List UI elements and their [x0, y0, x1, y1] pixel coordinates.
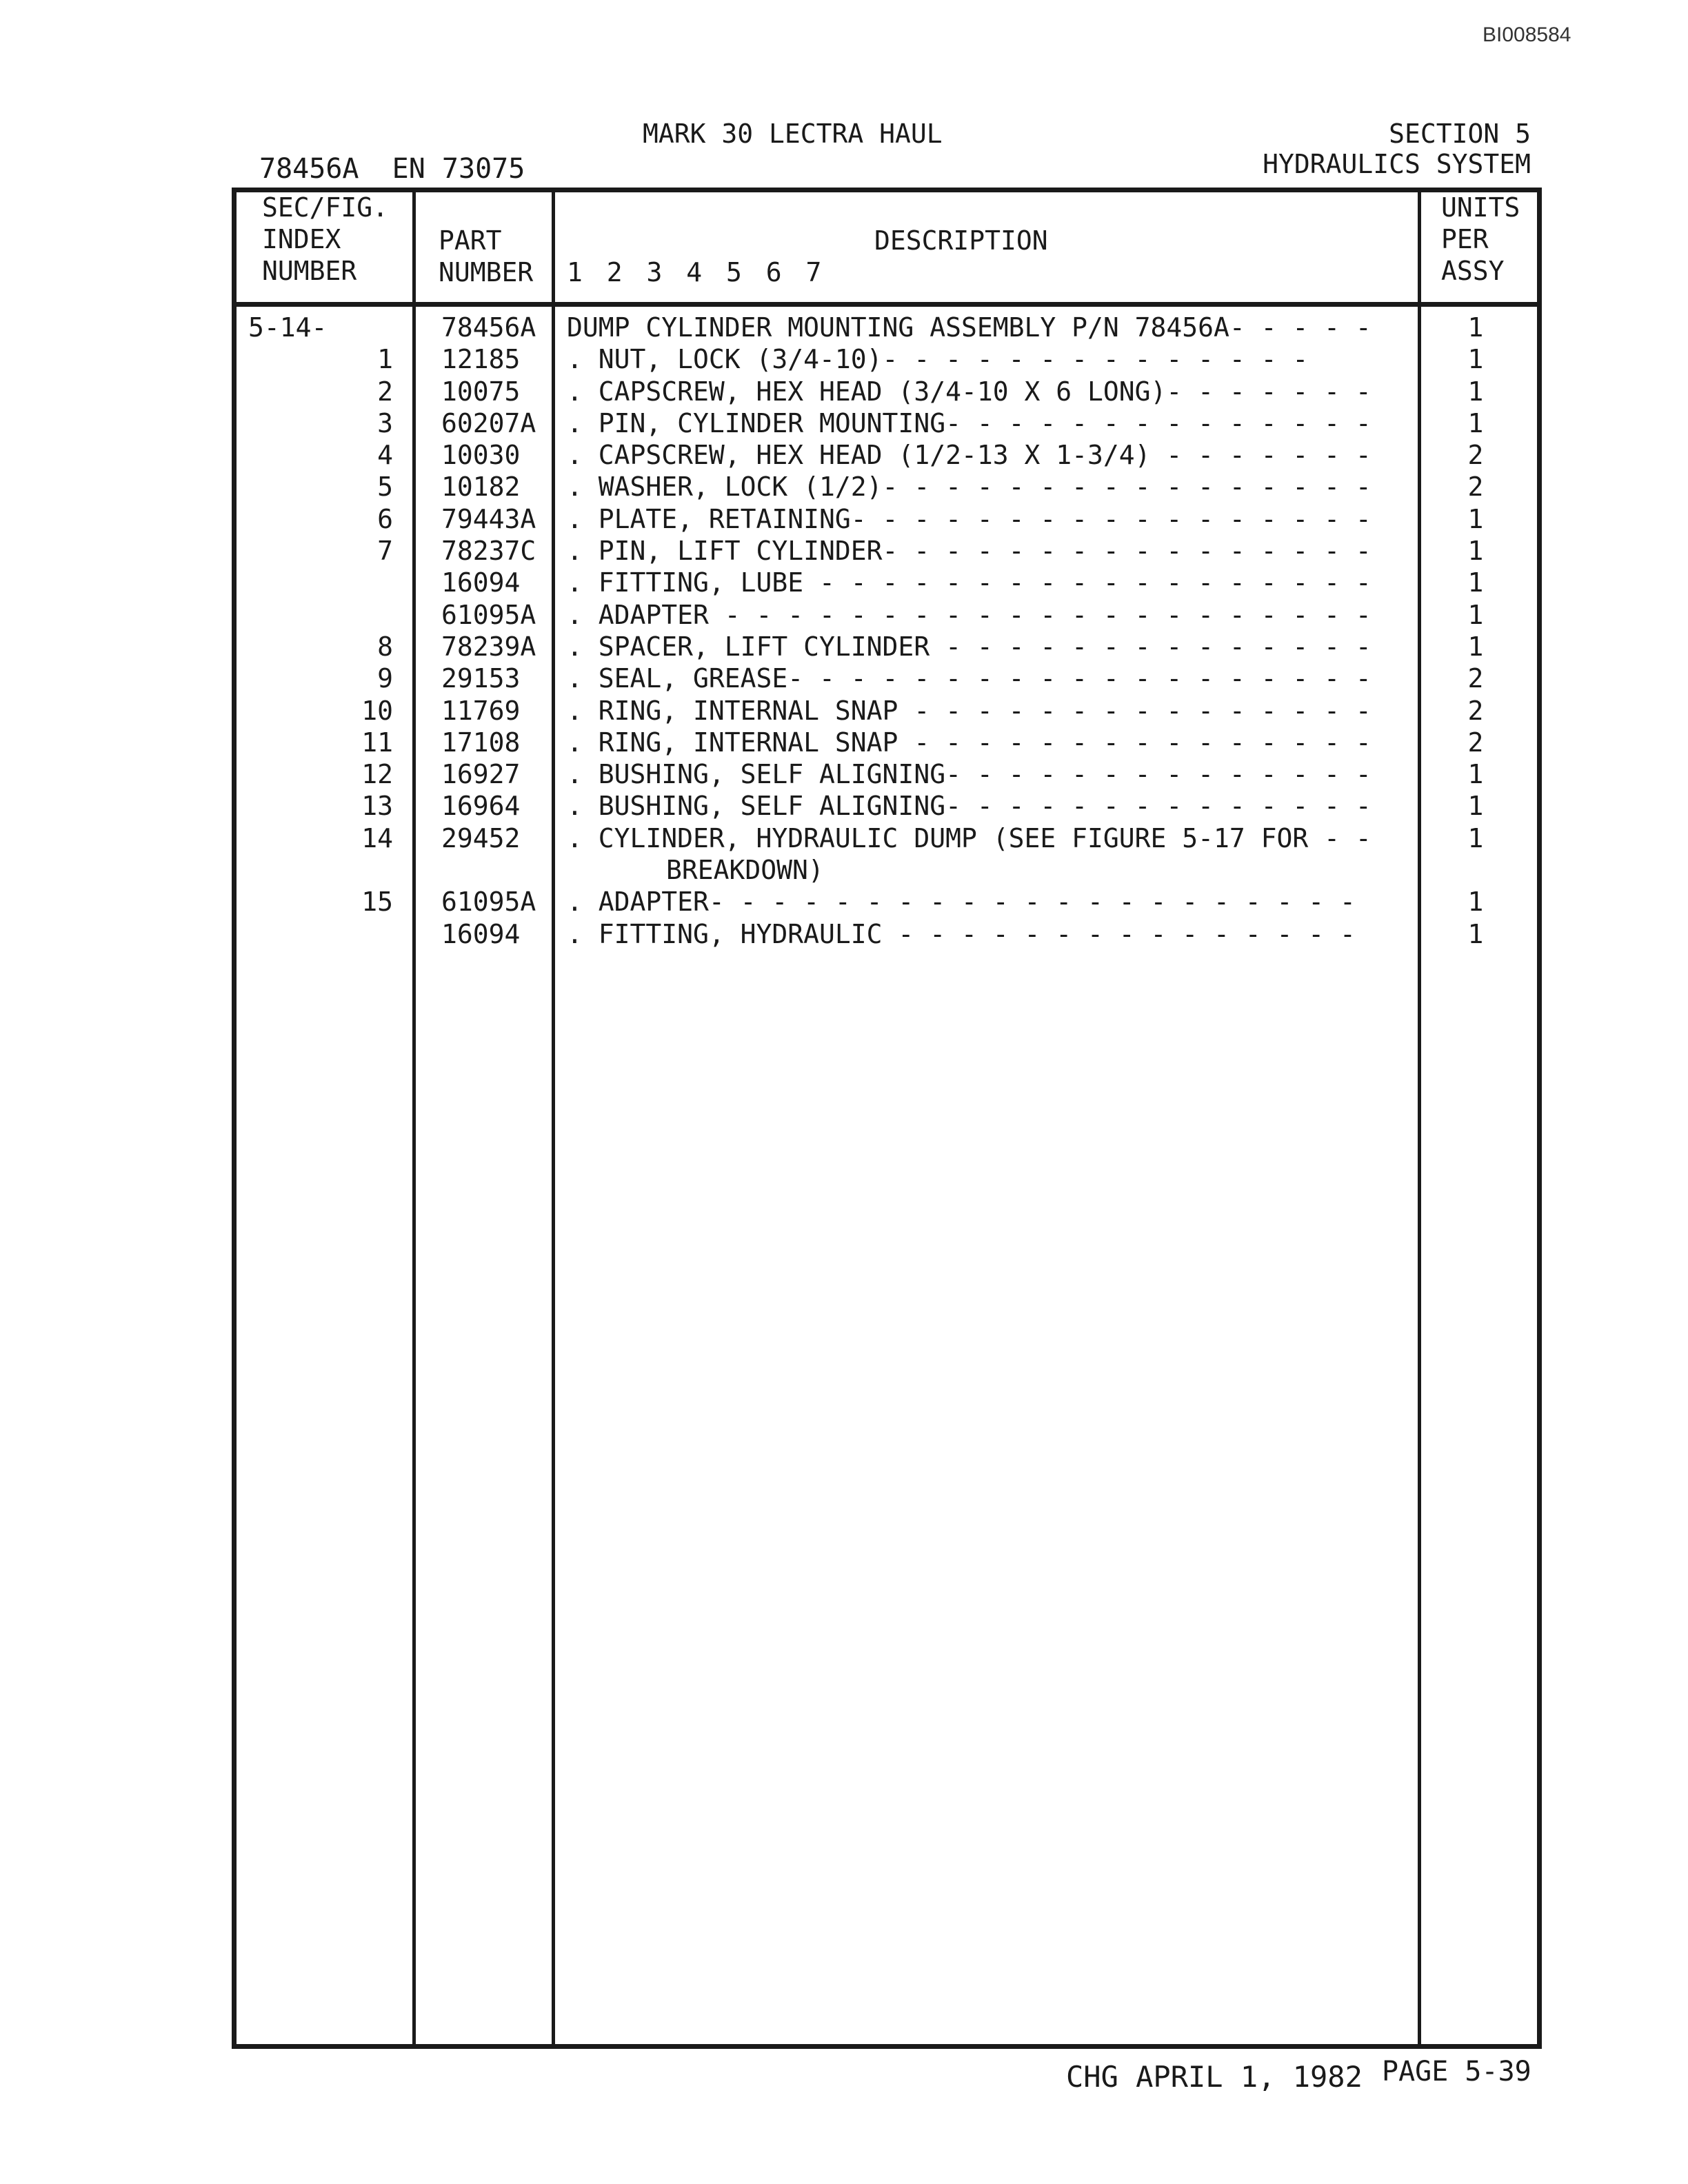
part-number: 12185 [441, 344, 521, 375]
description: . SEAL, GREASE- - - - - - - - - - - - - - - - - - - [567, 663, 1372, 694]
part-number: 79443A [441, 503, 536, 534]
units-per-assy: 1 [1467, 312, 1484, 343]
table-row [0, 695, 1688, 727]
change-date: CHG APRIL 1, 1982 [1066, 2060, 1363, 2094]
description: . BUSHING, SELF ALIGNING- - - - - - - - - - - - - - [567, 759, 1372, 790]
table-row [0, 886, 1688, 918]
index-number: 9 [377, 663, 393, 694]
part-number: 78237C [441, 536, 536, 567]
table-row [0, 790, 1688, 822]
index-number: 11 [361, 727, 393, 758]
part-number: 29452 [441, 822, 521, 853]
table-row [0, 407, 1688, 439]
units-per-assy: 1 [1467, 407, 1484, 438]
parts-table-body [0, 312, 1688, 950]
part-number: 16094 [441, 918, 521, 949]
units-per-assy: 1 [1467, 791, 1484, 822]
description: . RING, INTERNAL SNAP - - - - - - - - - - - - - - - [567, 727, 1372, 758]
description: . FITTING, LUBE - - - - - - - - - - - - - - - - - - [567, 567, 1372, 598]
index-number: 5-14- [248, 312, 328, 343]
description: DUMP CYLINDER MOUNTING ASSEMBLY P/N 78456A- - - - - [567, 312, 1372, 343]
column-header-levels: 1 2 3 4 5 6 7 [567, 257, 826, 287]
index-number: 2 [377, 376, 393, 407]
table-row [0, 312, 1688, 343]
part-number: 78239A [441, 631, 536, 662]
index-number: 1 [377, 344, 393, 375]
units-per-assy: 2 [1467, 472, 1484, 503]
description: . CAPSCREW, HEX HEAD (3/4-10 X 6 LONG)- - - - - - - [567, 376, 1372, 407]
part-number: 16927 [441, 759, 521, 790]
description: . ADAPTER- - - - - - - - - - - - - - - - - - - - - [567, 887, 1356, 918]
manual-title: MARK 30 LECTRA HAUL [643, 119, 943, 149]
index-number: 14 [361, 822, 393, 853]
document-id: BI008584 [1483, 23, 1571, 46]
units-per-assy: 1 [1467, 536, 1484, 567]
part-number: 10182 [441, 472, 521, 503]
index-number: 4 [377, 440, 393, 471]
table-row [0, 822, 1688, 854]
units-per-assy: 1 [1467, 918, 1484, 949]
description: . ADAPTER - - - - - - - - - - - - - - - - - - - - - [567, 599, 1372, 630]
description: . CAPSCREW, HEX HEAD (1/2-13 X 1-3/4) - - - - - - - [567, 440, 1372, 471]
index-number: 3 [377, 407, 393, 438]
part-number: 10030 [441, 440, 521, 471]
units-per-assy: 1 [1467, 503, 1484, 534]
description: . WASHER, LOCK (1/2)- - - - - - - - - - - - - - - - [567, 472, 1372, 503]
part-reference: 78456A EN 73075 [259, 153, 525, 185]
units-per-assy: 1 [1467, 376, 1484, 407]
description: BREAKDOWN) [666, 855, 824, 886]
part-number: 60207A [441, 407, 536, 438]
part-number: 16094 [441, 567, 521, 598]
units-per-assy: 2 [1467, 695, 1484, 726]
index-number: 8 [377, 631, 393, 662]
table-row [0, 758, 1688, 790]
part-number: 16964 [441, 791, 521, 822]
part-number: 17108 [441, 727, 521, 758]
description: . FITTING, HYDRAULIC - - - - - - - - - - - - - - - [567, 918, 1356, 949]
part-number: 61095A [441, 887, 536, 918]
table-row [0, 471, 1688, 503]
description: . BUSHING, SELF ALIGNING- - - - - - - - - - - - - - [567, 791, 1372, 822]
description: . PIN, LIFT CYLINDER- - - - - - - - - - - - - - - - [567, 536, 1372, 567]
column-header-part: PART NUMBER [439, 225, 534, 287]
table-row [0, 663, 1688, 694]
index-number: 10 [361, 695, 393, 726]
table-row [0, 439, 1688, 471]
table-row [0, 376, 1688, 407]
units-per-assy: 1 [1467, 759, 1484, 790]
description: . RING, INTERNAL SNAP - - - - - - - - - - - - - - - [567, 695, 1372, 726]
units-per-assy: 2 [1467, 727, 1484, 758]
units-per-assy: 2 [1467, 440, 1484, 471]
units-per-assy: 2 [1467, 663, 1484, 694]
description: . NUT, LOCK (3/4-10)- - - - - - - - - - - - - - [567, 344, 1309, 375]
section-label: SECTION 5 [1389, 119, 1531, 149]
index-number: 6 [377, 503, 393, 534]
units-per-assy: 1 [1467, 344, 1484, 375]
part-number: 61095A [441, 599, 536, 630]
table-row [0, 535, 1688, 567]
table-row [0, 599, 1688, 631]
part-number: 10075 [441, 376, 521, 407]
part-number: 78456A [441, 312, 536, 343]
table-row [0, 854, 1688, 886]
index-number: 15 [361, 887, 393, 918]
index-number: 12 [361, 759, 393, 790]
part-number: 29153 [441, 663, 521, 694]
description: . PIN, CYLINDER MOUNTING- - - - - - - - - - - - - - [567, 407, 1372, 438]
description: . SPACER, LIFT CYLINDER - - - - - - - - - - - - - - [567, 631, 1372, 662]
units-per-assy: 1 [1467, 822, 1484, 853]
description: . CYLINDER, HYDRAULIC DUMP (SEE FIGURE 5-17 FOR - - [567, 822, 1372, 853]
table-row [0, 918, 1688, 950]
table-row [0, 503, 1688, 535]
units-per-assy: 1 [1467, 887, 1484, 918]
index-number: 5 [377, 472, 393, 503]
system-label: HYDRAULICS SYSTEM [1263, 149, 1531, 179]
units-per-assy: 1 [1467, 599, 1484, 630]
part-number: 11769 [441, 695, 521, 726]
index-number: 13 [361, 791, 393, 822]
page-number: PAGE 5-39 [1382, 2056, 1531, 2087]
table-row [0, 343, 1688, 375]
table-row [0, 727, 1688, 758]
table-row [0, 567, 1688, 598]
header-separator [232, 302, 1542, 307]
description: . PLATE, RETAINING- - - - - - - - - - - - - - - - - [567, 503, 1372, 534]
column-header-index: SEC/FIG. INDEX NUMBER [262, 192, 389, 286]
column-header-units: UNITS PER ASSY [1441, 192, 1520, 286]
index-number: 7 [377, 536, 393, 567]
column-header-description: DESCRIPTION [874, 225, 1048, 256]
units-per-assy: 1 [1467, 631, 1484, 662]
units-per-assy: 1 [1467, 567, 1484, 598]
table-row [0, 631, 1688, 663]
